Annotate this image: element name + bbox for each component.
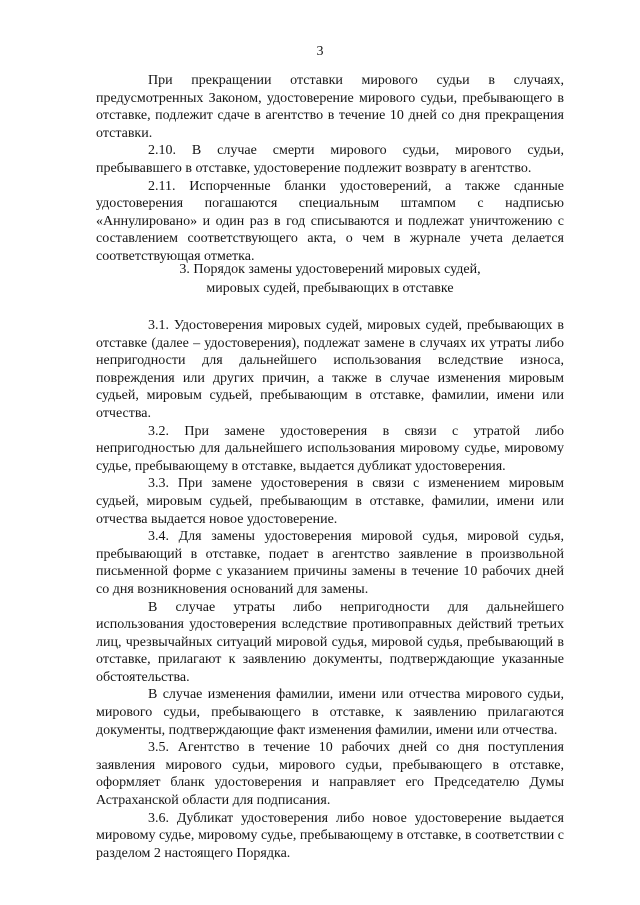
paragraph: 3.5. Агентство в течение 10 рабочих дней со дня поступления заявления мирового судьи, мирового судьи, пребывающего в отставке, оформляет бланк удостоверения и направляет его Председателю Думы Астраханской области для подписания. <box>96 740 564 809</box>
paragraph: 3.4. Для замены удостоверения мировой судья, мировой судья, пребывающий в отставке, подает в агентство заявление в произвольной письменной форме с указанием причины замены в течение 10 рабочих дней со дня возникновения оснований для замены. <box>96 529 564 597</box>
heading-line: 3. Порядок замены удостоверений мировых судей, <box>179 262 481 277</box>
paragraph: 3.2. При замене удостоверения в связи с утратой либо непригодностью для дальнейшего использования мировому судье, мировому судье, пребывающему в отставке, выдается дубликат удостоверения. <box>96 423 564 474</box>
paragraph: 2.10. В случае смерти мирового судьи, мирового судьи, пребывавшего в отставке, удостоверение подлежит возврату в агентство. <box>96 143 564 176</box>
section-3-body <box>96 317 564 862</box>
paragraph: 2.11. Испорченные бланки удостоверений, а также сданные удостоверения погашаются специальным штампом с надписью «Аннулировано» и один раз в год списываются и подлежат уничтожению с составлением соответствующего акта, о чем в журнале учета делается соответствующая отметка. <box>96 178 564 264</box>
heading-line: мировых судей, пребывающих в отставке <box>206 281 454 296</box>
section-2-tail <box>96 72 564 266</box>
paragraph: 3.1. Удостоверения мировых судей, мировых судей, пребывающих в отставке (далее – удостоверения), подлежат замене в случаях их утраты либо непригодности для дальнейшего использования вследствие износа, повреждения или других причин, а также в случае изменения мировым судьей, мировым судьей, пребывающим в отставке, фамилии, имени или отчества. <box>96 318 564 421</box>
paragraph: В случае утраты либо непригодности для дальнейшего использования удостоверения вследствие противоправных действий третьих лиц, чрезвычайных ситуаций мировой судья, мировой судья, пребывающий в отставке, прилагают к заявлению документы, подтверждающие указанные обстоятельства. <box>96 599 564 685</box>
page-number: 3 <box>316 44 324 59</box>
paragraph: 3.3. При замене удостоверения в связи с изменением мировым судьей, мировым судьей, пребывающим в отставке, фамилии, имени или отчества выдается новое удостоверение. <box>96 476 564 527</box>
paragraph: При прекращении отставки мирового судьи в случаях, предусмотренных Законом, удостоверение мирового судьи, пребывающего в отставке, подлежит сдаче в агентство в течение 10 дней со дня прекращения отставки. <box>96 73 564 141</box>
paragraph: 3.6. Дубликат удостоверения либо новое удостоверение выдается мировому судье, мировому судье, пребывающему в отставке, в соответствии с разделом 2 настоящего Порядка. <box>96 810 564 861</box>
section-3-heading <box>96 260 564 298</box>
paragraph: В случае изменения фамилии, имени или отчества мирового судьи, мирового судьи, пребывающего в отставке, к заявлению прилагаются документы, подтверждающие факт изменения фамилии, имени или отчества. <box>96 687 564 738</box>
